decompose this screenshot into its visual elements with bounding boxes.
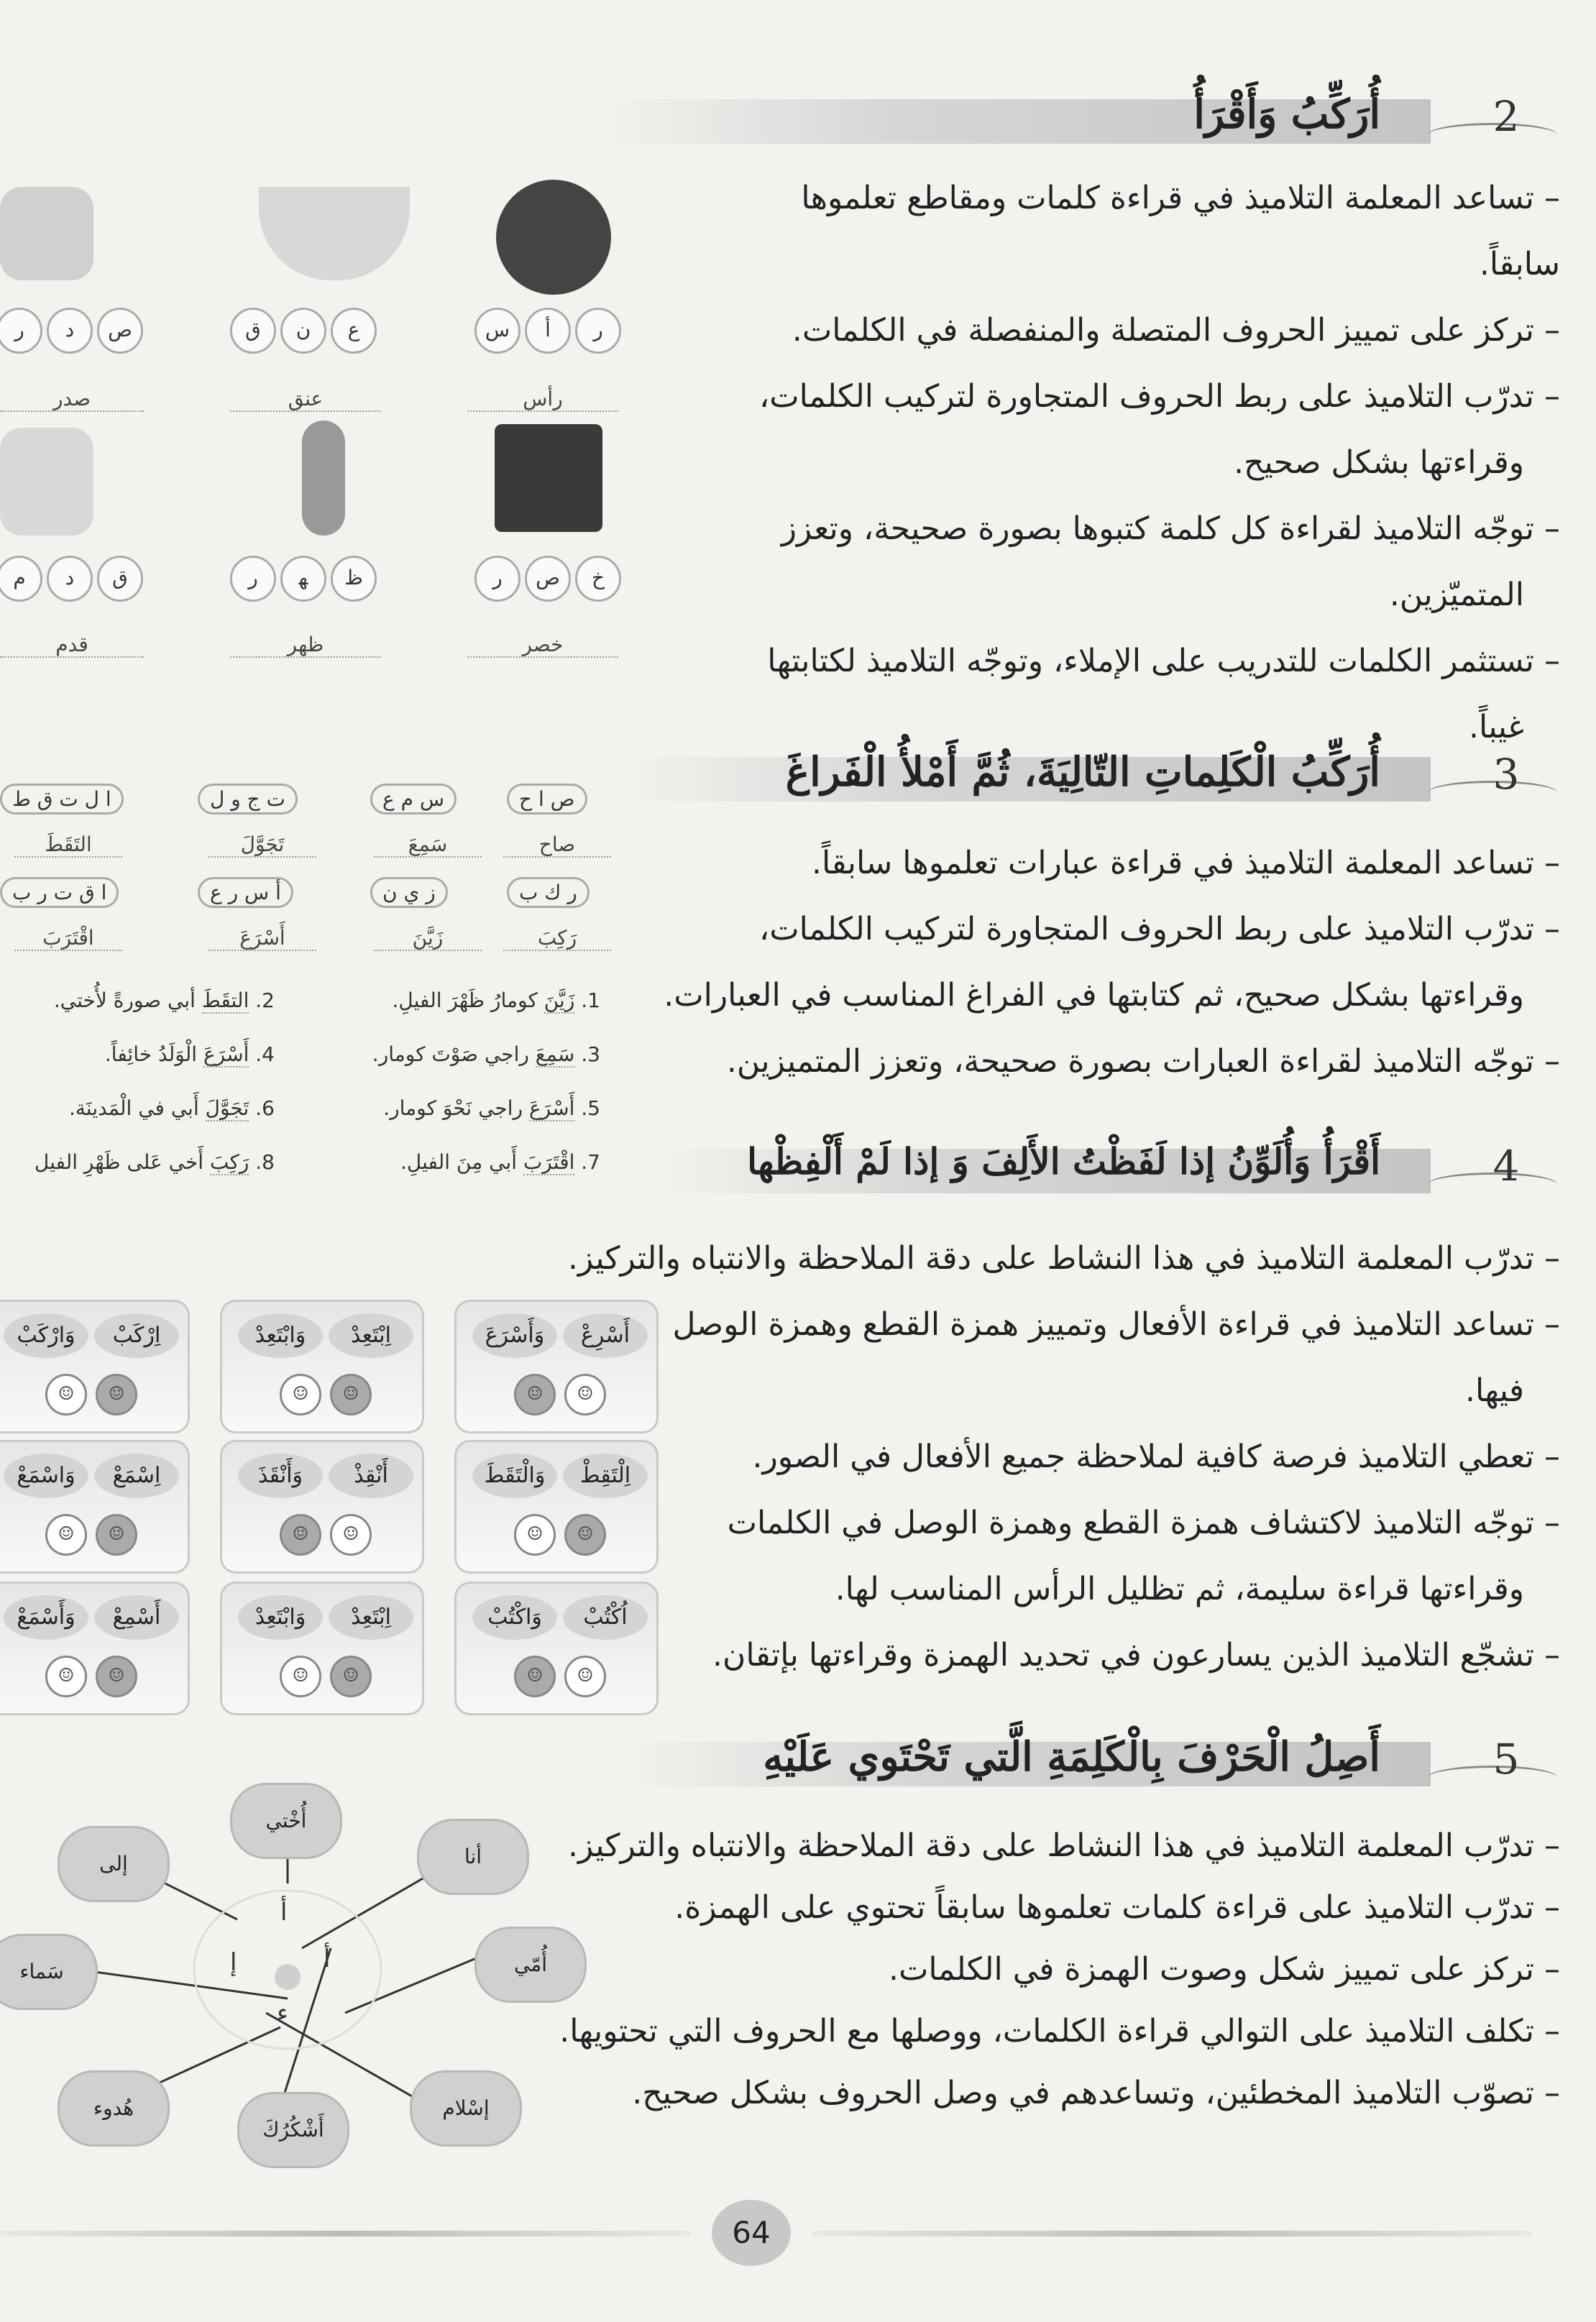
face-icon[interactable]: ☺ bbox=[45, 1656, 87, 1697]
verb-pill: وَأَنْقَذَ bbox=[238, 1454, 323, 1498]
word-cloud: أُمّي bbox=[474, 1927, 587, 2003]
footer-line-right bbox=[812, 2231, 1531, 2236]
letter-bubble: ر bbox=[474, 556, 520, 602]
head-image bbox=[496, 180, 611, 295]
bullet: فيها. bbox=[1465, 1372, 1524, 1409]
word-answer: سَمِعَ bbox=[374, 832, 482, 858]
verb-pill: أَسْرِعْ bbox=[563, 1313, 648, 1358]
face-icon[interactable]: ☺ bbox=[96, 1374, 137, 1415]
letter-group: ا ل ت ق ط bbox=[0, 784, 124, 814]
word-cloud: هُدوء bbox=[58, 2070, 170, 2147]
bullet: – تساعد المعلمة التلاميذ في قراءة كلمات ومقاطع تعلموها سابقاً. bbox=[801, 180, 1560, 283]
bullet: – تكلف التلاميذ على التوالي قراءة الكلمات، ووصلها مع الحروف التي تحتويها. bbox=[559, 2013, 1560, 2050]
page-number: 64 bbox=[712, 2200, 791, 2266]
face-icon[interactable]: ☺ bbox=[564, 1514, 606, 1556]
footer-line-left bbox=[0, 2231, 690, 2236]
section-title: أَقْرَأُ وَأُلَوِّنُ إذا لَفَظْتُ الأَلِفَ وَ إذا لَمْ أَلْفِظْها bbox=[747, 1140, 1380, 1183]
section-2-header bbox=[604, 86, 1567, 147]
section-2-bullets bbox=[726, 165, 1560, 761]
centre-letter: أ bbox=[324, 1945, 331, 1973]
letter-bubble: ق bbox=[230, 308, 276, 354]
face-icon[interactable]: ☺ bbox=[514, 1514, 556, 1556]
bullet: – تدرّب المعلمة التلاميذ في هذا النشاط على دقة الملاحظة والانتباه والتركيز. bbox=[567, 1827, 1560, 1864]
foot-image bbox=[0, 428, 93, 536]
letter-bubble: ر bbox=[0, 308, 42, 354]
chest-image bbox=[0, 187, 93, 280]
bullet: – تعطي التلاميذ فرصة كافية لملاحظة جميع الأفعال في الصور. bbox=[752, 1438, 1560, 1475]
letter-group: ز ي ن bbox=[370, 877, 448, 908]
word-answer: تَجَوَّلَ bbox=[208, 832, 316, 858]
word-answer: اقْتَرَبَ bbox=[14, 926, 122, 951]
section-3-bullets bbox=[654, 830, 1560, 1095]
section-number: 4 bbox=[1492, 1142, 1520, 1190]
section-title: أَصِلُ الْحَرْفَ بِالْكَلِمَةِ الَّتي تَحْتَوي عَلَيْهِ bbox=[763, 1733, 1380, 1781]
verb-pill: اُكْتُبْ bbox=[563, 1595, 648, 1640]
verb-pill: وَابْتَعِدْ bbox=[238, 1595, 323, 1640]
letter-bubble: ﻬ bbox=[280, 556, 326, 602]
verb-pill: وَالْتَقَطَ bbox=[472, 1454, 557, 1498]
section-4-bullets bbox=[539, 1226, 1560, 1689]
word-cloud: إسْلام bbox=[410, 2070, 522, 2147]
sentence: 1. زَيَّنَ كومارُ ظَهْرَ الفيلِ. bbox=[392, 988, 600, 1012]
section-title: أُرَكِّبُ وَأَقْرَأُ bbox=[1193, 91, 1380, 138]
verb-pill: وَأَسْمَعْ bbox=[4, 1595, 88, 1640]
word-cloud: سَماء bbox=[0, 1934, 98, 2010]
sentence: 6. تَجَوَّلَ أَبي في الْمَدينَة. bbox=[68, 1096, 275, 1120]
bullet: وقراءتها قراءة سليمة، ثم تظليل الرأس المناسب لها. bbox=[835, 1571, 1524, 1607]
word-answer: قدم bbox=[0, 633, 144, 658]
sentence: 4. أَسْرَعَ الْوَلَدُ خائِفاً. bbox=[104, 1042, 275, 1066]
face-icon[interactable]: ☺ bbox=[514, 1374, 556, 1415]
verb-pill: أَسْمِعْ bbox=[94, 1595, 179, 1640]
word-answer: رأس bbox=[467, 387, 618, 412]
verb-card bbox=[0, 1440, 190, 1574]
face-icon[interactable]: ☺ bbox=[564, 1374, 606, 1415]
verb-pill: اِبْتَعِدْ bbox=[329, 1313, 413, 1358]
verb-card bbox=[0, 1582, 190, 1715]
verb-card bbox=[220, 1300, 424, 1433]
verb-pill: وَاكْتُبْ bbox=[472, 1595, 557, 1640]
section-number: 3 bbox=[1492, 750, 1520, 799]
word-cloud: أنا bbox=[417, 1819, 529, 1895]
face-icon[interactable]: ☺ bbox=[96, 1656, 137, 1697]
letter-bubble: س bbox=[474, 308, 520, 354]
verb-pill: اِبْتَعِدْ bbox=[329, 1595, 413, 1640]
section-4-header bbox=[661, 1136, 1567, 1196]
face-icon[interactable]: ☺ bbox=[330, 1656, 372, 1697]
face-icon[interactable]: ☺ bbox=[96, 1514, 137, 1556]
bullet: – تشجّع التلاميذ الذين يسارعون في تحديد الهمزة وقراءتها بإتقان. bbox=[712, 1637, 1560, 1674]
bullet: – تدرّب التلاميذ على ربط الحروف المتجاورة لتركيب الكلمات، bbox=[759, 911, 1560, 947]
verb-card bbox=[220, 1582, 424, 1715]
bullet: – تصوّب التلاميذ المخطئين، وتساعدهم في وصل الحروف بشكل صحيح. bbox=[632, 2075, 1560, 2111]
waist-image bbox=[495, 424, 602, 532]
face-icon[interactable]: ☺ bbox=[514, 1656, 556, 1697]
letter-group: ص ا ح bbox=[507, 784, 587, 814]
word-answer: رَكِبَ bbox=[503, 926, 611, 951]
centre-letter: إ bbox=[230, 1948, 237, 1977]
face-icon[interactable]: ☺ bbox=[280, 1514, 321, 1556]
letter-bubble: ر bbox=[230, 556, 276, 602]
verb-card bbox=[220, 1440, 424, 1574]
face-icon[interactable]: ☺ bbox=[330, 1514, 372, 1556]
letter-bubble: ر bbox=[575, 308, 621, 354]
word-answer: خصر bbox=[467, 633, 618, 658]
back-image bbox=[302, 421, 345, 536]
bullet: – توجّه التلاميذ لاكتشاف همزة القطع وهمزة الوصل في الكلمات bbox=[727, 1505, 1560, 1541]
section-number: 2 bbox=[1492, 92, 1520, 141]
letter-group: أ س ر ع bbox=[198, 877, 293, 908]
verb-pill: وَابْتَعِدْ bbox=[238, 1313, 323, 1358]
section-5-bullets bbox=[554, 1815, 1560, 2124]
bullet: – تستثمر الكلمات للتدريب على الإملاء، وتوجّه التلاميذ لكتابتها bbox=[767, 643, 1560, 679]
face-icon[interactable]: ☺ bbox=[45, 1374, 87, 1415]
sentence: 8. رَكِبَ أَخي عَلى ظَهْرِ الفيل bbox=[34, 1150, 275, 1174]
word-answer: صاح bbox=[503, 832, 611, 858]
verb-pill: اِلْتَقِطْ bbox=[563, 1454, 648, 1498]
verb-pill: اِسْمَعْ bbox=[94, 1454, 179, 1498]
letter-bubble: ع bbox=[331, 308, 377, 354]
letter-bubble: ن bbox=[280, 308, 326, 354]
word-cloud: أُخْتي bbox=[230, 1783, 342, 1859]
letter-group: ا ق ت ر ب bbox=[0, 877, 119, 908]
centre-letter: أ bbox=[280, 1898, 288, 1927]
bullet: وقراءتها بشكل صحيح. bbox=[1234, 444, 1524, 481]
bullet: المتميّزين. bbox=[1389, 577, 1524, 613]
bullet: غيباً. bbox=[1469, 709, 1524, 745]
verb-card bbox=[0, 1300, 190, 1433]
word-answer: عنق bbox=[230, 387, 381, 412]
verb-pill: وَاسْمَعْ bbox=[4, 1454, 88, 1498]
centre-letter: ء bbox=[277, 1999, 288, 2027]
bullet: وقراءتها بشكل صحيح، ثم كتابتها في الفراغ المناسب في العبارات. bbox=[664, 977, 1524, 1014]
letter-bubble: خ bbox=[575, 556, 621, 602]
letter-bubble: ق bbox=[97, 556, 143, 602]
section-5-header bbox=[625, 1729, 1567, 1789]
word-answer: التَقَطَ bbox=[14, 832, 122, 858]
word-answer: ظهر bbox=[230, 633, 381, 658]
word-answer: زَيَّنَ bbox=[374, 926, 482, 951]
sentence: 2. التقَطَ أبي صورةً لأُختي. bbox=[53, 988, 275, 1012]
bullet: – تساعد التلاميذ في قراءة الأفعال وتمييز همزة القطع وهمزة الوصل bbox=[672, 1306, 1560, 1343]
verb-card bbox=[454, 1300, 659, 1433]
letter-bubble: ص bbox=[97, 308, 143, 354]
verb-pill: أَنْقِذْ bbox=[329, 1454, 413, 1498]
section-title: أُرَكِّبُ الْكَلِماتِ التّالِيَةَ، ثُمَّ أَمْلأُ الْفَراغَ bbox=[785, 748, 1380, 796]
word-answer: أَسْرَعَ bbox=[208, 926, 316, 951]
letter-group: س م ع bbox=[370, 784, 457, 814]
bullet: – تدرّب التلاميذ على قراءة كلمات تعلموها سابقاً تحتوي على الهمزة. bbox=[674, 1889, 1560, 1926]
face-icon[interactable]: ☺ bbox=[330, 1374, 372, 1415]
letter-bubble: ص bbox=[525, 556, 571, 602]
letter-bubble: م bbox=[0, 556, 42, 602]
bullet: – تساعد المعلمة التلاميذ في قراءة عبارات تعلموها سابقاً. bbox=[812, 845, 1560, 881]
letter-group: ر ك ب bbox=[507, 877, 590, 908]
bullet: – توجّه التلاميذ لقراءة العبارات بصورة صحيحة، وتعزز المتميزين. bbox=[726, 1043, 1560, 1080]
sentence: 5. أَسْرَعَ راجي نَحْوَ كومار. bbox=[383, 1096, 600, 1120]
sentence: 7. اقْتَرَبَ أَبي مِنَ الفيلِ. bbox=[400, 1150, 600, 1174]
letter-bubble: أ bbox=[525, 308, 571, 354]
bullet: – تدرّب التلاميذ على ربط الحروف المتجاورة لتركيب الكلمات، bbox=[759, 378, 1560, 415]
verb-pill: وَأَسْرَعَ bbox=[472, 1313, 557, 1358]
face-icon[interactable]: ☺ bbox=[45, 1514, 87, 1556]
word-cloud: إلى bbox=[58, 1826, 170, 1902]
verb-card bbox=[454, 1440, 659, 1574]
neck-image bbox=[259, 187, 410, 280]
letter-bubble: د bbox=[47, 556, 93, 602]
verb-card bbox=[454, 1582, 659, 1715]
sentence: 3. سَمِعَ راجي صَوْتَ كومار. bbox=[372, 1042, 600, 1066]
bullet: – تركز على تمييز شكل وصوت الهمزة في الكلمات. bbox=[888, 1951, 1560, 1988]
verb-pill: وَارْكَبْ bbox=[4, 1313, 88, 1358]
verb-pill: اِرْكَبْ bbox=[94, 1313, 179, 1358]
bullet: – توجّه التلاميذ لقراءة كل كلمة كتبوها بصورة صحيحة، وتعزز bbox=[781, 510, 1560, 547]
word-answer: صدر bbox=[0, 387, 144, 412]
section-3-header bbox=[625, 744, 1567, 804]
letter-bubble: د bbox=[47, 308, 93, 354]
word-cloud: أَشْكُرُكَ bbox=[237, 2092, 349, 2168]
section-number: 5 bbox=[1492, 1735, 1520, 1784]
letter-bubble: ظ bbox=[331, 556, 377, 602]
face-icon[interactable]: ☺ bbox=[564, 1656, 606, 1697]
face-icon[interactable]: ☺ bbox=[280, 1656, 321, 1697]
face-icon[interactable]: ☺ bbox=[280, 1374, 321, 1415]
letter-group: ت ج و ل bbox=[198, 784, 298, 814]
bullet: – تركز على تمييز الحروف المتصلة والمنفصلة في الكلمات. bbox=[792, 312, 1560, 349]
bullet: – تدرّب المعلمة التلاميذ في هذا النشاط على دقة الملاحظة والانتباه والتركيز. bbox=[567, 1240, 1560, 1277]
